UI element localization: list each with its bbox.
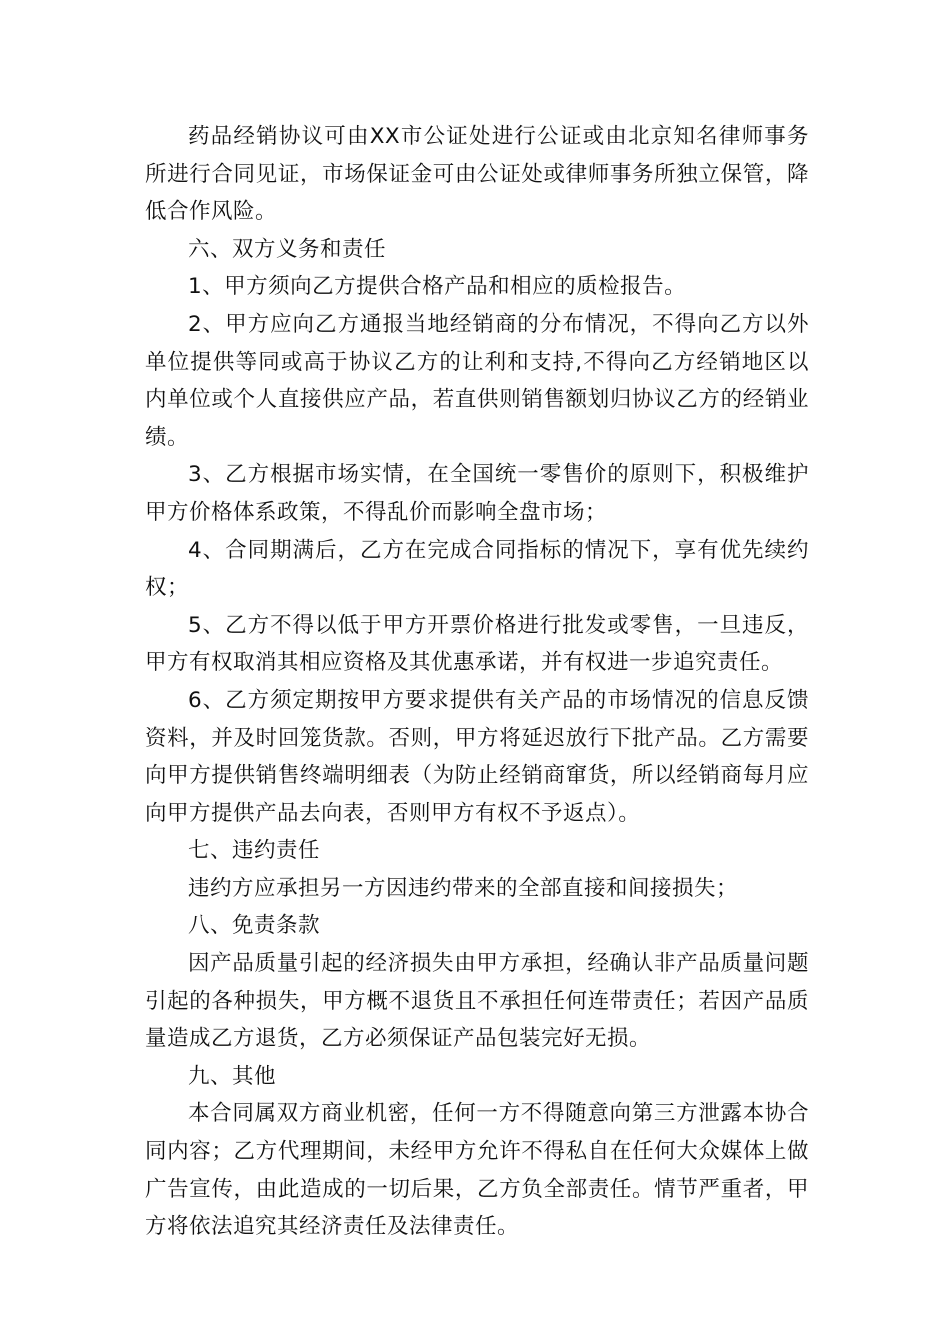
paragraph-notarization: 药品经销协议可由XX市公证处进行公证或由北京知名律师事务所进行合同见证，市场保证金可由公证处或律师事务所独立保管，降低合作风险。 [145, 124, 809, 225]
clause-1: 1、甲方须向乙方提供合格产品和相应的质检报告。 [188, 274, 687, 300]
paragraph-other: 本合同属双方商业机密，任何一方不得随意向第三方泄露本协合同内容；乙方代理期间，未经甲方允许不得私自在任何大众媒体上做广告宣传，由此造成的一切后果，乙方负全部责任。情节严重者，甲方将依法追究其经济责任及法律责任。 [145, 1101, 809, 1240]
clause-3: 3、乙方根据市场实情，在全国统一零售价的原则下，积极维护甲方价格体系政策，不得乱价而影响全盘市场； [145, 462, 809, 525]
paragraph-breach: 违约方应承担另一方因违约带来的全部直接和间接损失； [188, 875, 739, 901]
clause-5: 5、乙方不得以低于甲方开票价格进行批发或零售，一旦违反，甲方有权取消其相应资格及其优惠承诺，并有权进一步追究责任。 [145, 612, 809, 676]
clause-6: 6、乙方须定期按甲方要求提供有关产品的市场情况的信息反馈资料，并及时回笼货款。否则，甲方将延迟放行下批产品。乙方需要向甲方提供销售终端明细表（为防止经销商窜货，所以经销商每月应向甲方提供产品去向表，否则甲方有权不予返点）。 [145, 687, 809, 826]
section-heading-breach: 七、违约责任 [188, 838, 321, 864]
clause-4: 4、合同期满后，乙方在完成合同指标的情况下，享有优先续约权； [145, 537, 809, 601]
section-heading-other: 九、其他 [188, 1063, 277, 1089]
paragraph-exemption: 因产品质量引起的经济损失由甲方承担，经确认非产品质量问题引起的各种损失，甲方概不退货且不承担任何连带责任；若因产品质量造成乙方退货，乙方必须保证产品包装完好无损。 [145, 951, 809, 1052]
section-heading-exemption: 八、免责条款 [188, 913, 321, 939]
section-heading-obligations: 六、双方义务和责任 [188, 236, 387, 262]
document-page [145, 118, 809, 1246]
clause-2: 2、甲方应向乙方通报当地经销商的分布情况，不得向乙方以外单位提供等同或高于协议乙方的让利和支持,不得向乙方经销地区以内单位或个人直接供应产品，若直供则销售额划归协议乙方的经销业绩。 [145, 311, 809, 450]
